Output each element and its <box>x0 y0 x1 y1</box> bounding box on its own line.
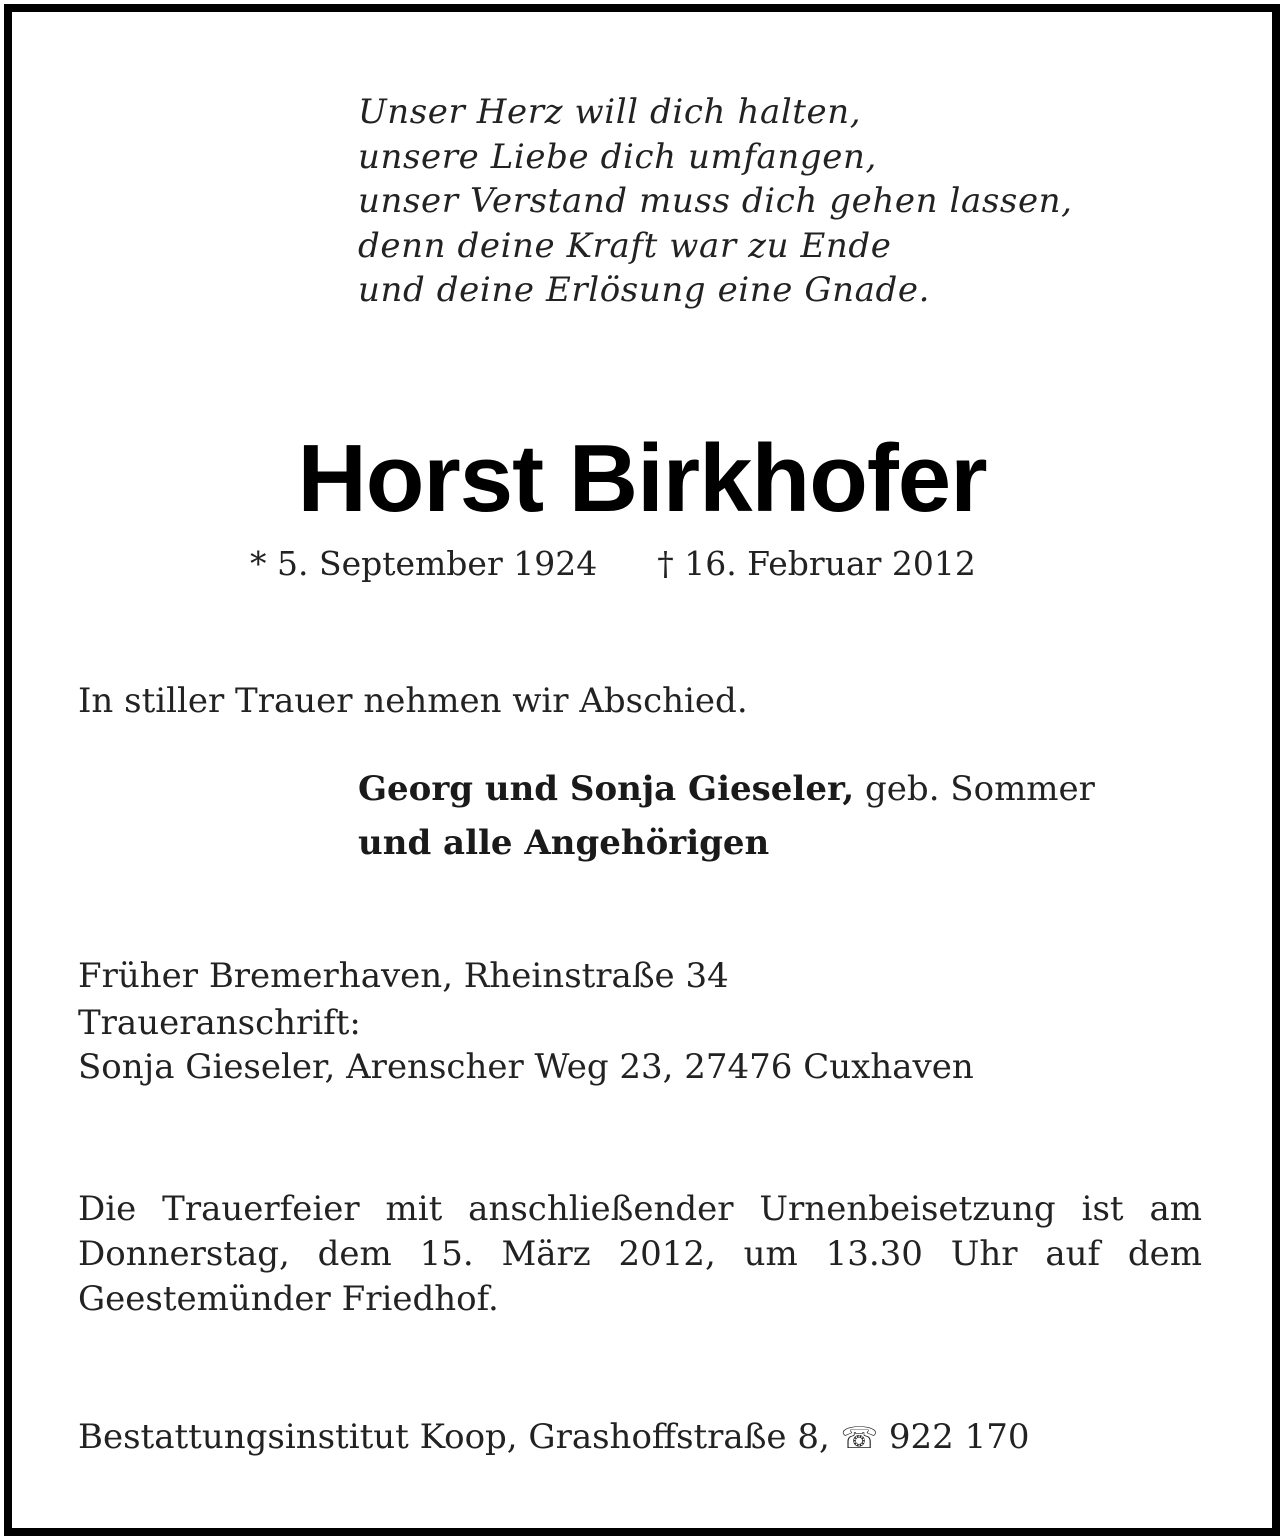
deceased-name: Horst Birkhofer <box>297 425 987 532</box>
maiden-name: geb. Sommer <box>854 769 1095 809</box>
poem-line: Unser Herz will dich halten, <box>358 92 862 132</box>
farewell-text: In stiller Trauer nehmen wir Abschied. <box>78 681 748 721</box>
mourning-address-label: Traueranschrift: <box>78 1003 361 1043</box>
birth-date: * 5. September 1924 <box>250 544 598 583</box>
mourner-names: Georg und Sonja Gieseler, <box>358 769 855 809</box>
death-date: † 16. Februar 2012 <box>657 544 976 583</box>
poem-line: und deine Erlösung eine Gnade. <box>358 270 931 310</box>
life-dates <box>250 542 976 586</box>
poem-line: unsere Liebe dich umfangen, <box>358 136 877 177</box>
poem-line: unser Verstand muss dich gehen lassen, <box>358 181 1073 221</box>
funeral-home-text: Bestattungsinstitut Koop, Grashoffstraße 8, <box>78 1417 841 1457</box>
ceremony-info: Die Trauerfeier mit anschließender Urnenbeisetzung ist am Donnerstag, dem 15. März 2012, um 13.30 Uhr auf dem Geestemünder Friedhof. <box>78 1189 1202 1319</box>
address-block <box>78 952 974 1089</box>
funeral-home-phone: 922 170 <box>878 1417 1030 1457</box>
telephone-icon: ☏ <box>840 1421 879 1456</box>
memorial-poem <box>358 90 1073 313</box>
relatives-text: und alle Angehörigen <box>358 823 770 863</box>
relatives-line <box>358 816 1095 870</box>
mourners-line <box>358 762 1095 816</box>
obituary-frame <box>4 4 1280 1536</box>
funeral-home-info <box>78 1414 1030 1462</box>
mourning-address: Sonja Gieseler, Arenscher Weg 23, 27476 Cuxhaven <box>78 1047 974 1087</box>
poem-line: denn deine Kraft war zu Ende <box>358 225 892 266</box>
former-address: Früher Bremerhaven, Rheinstraße 34 <box>78 956 729 996</box>
mourners-block <box>358 762 1095 870</box>
